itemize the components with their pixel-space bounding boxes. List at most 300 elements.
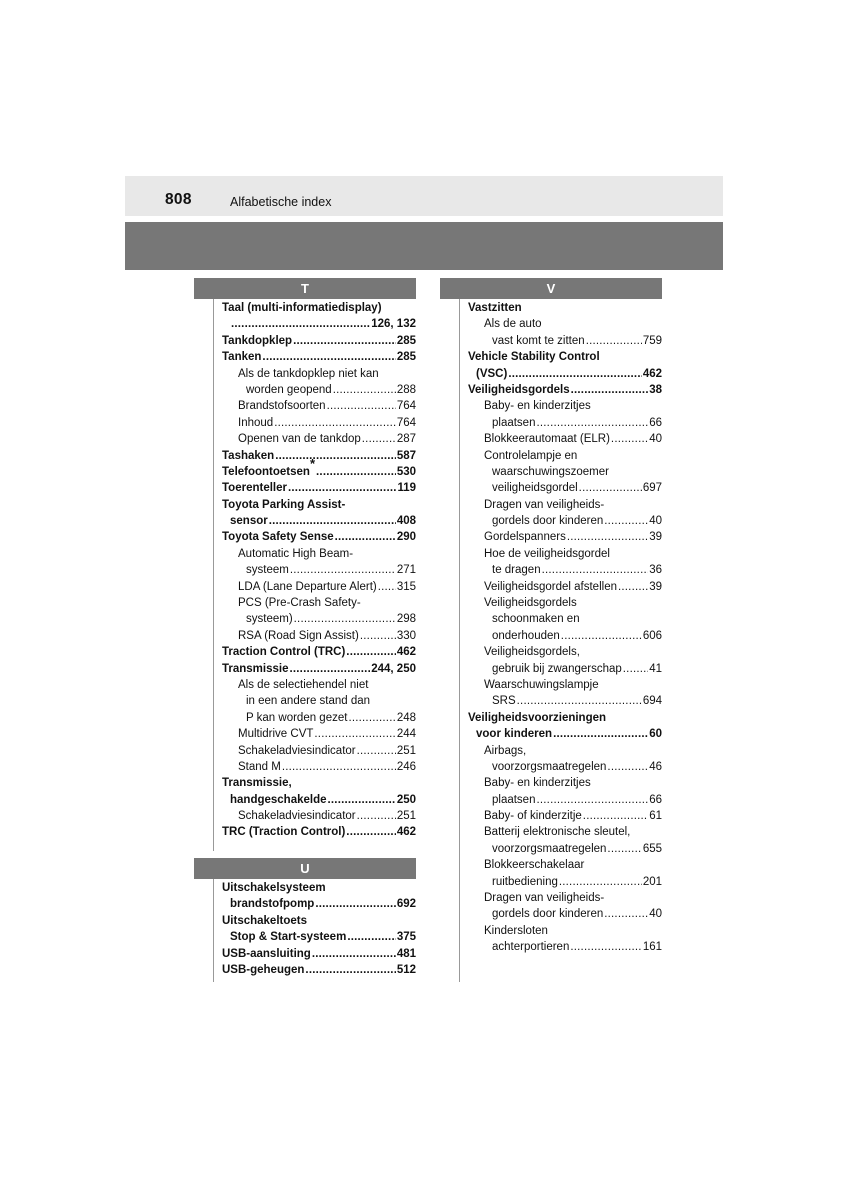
index-entry: [222, 366, 416, 382]
index-entry: [468, 890, 662, 906]
index-entry-text: [484, 677, 599, 693]
index-entry-text: [492, 628, 560, 644]
column-rule-u: [213, 879, 214, 982]
index-entry: [222, 661, 416, 677]
index-entry-text: [484, 890, 604, 906]
index-entry: [468, 300, 662, 316]
index-list-u: [222, 880, 416, 978]
index-term: Taal (multi-informatiedisplay): [222, 301, 382, 314]
index-entry: [468, 743, 662, 759]
page-reference: 285: [396, 334, 416, 347]
index-term: Vastzitten: [468, 301, 522, 314]
index-entry-text: [492, 874, 558, 890]
column-rule-t: [213, 299, 214, 851]
index-term: Toyota Safety Sense: [222, 531, 334, 544]
index-entry: [222, 497, 416, 513]
page-reference: 655: [642, 842, 662, 855]
index-entry: [468, 677, 662, 693]
page-reference: 694: [642, 695, 662, 708]
index-entry-text: [222, 824, 345, 840]
page-reference: 161: [642, 941, 662, 954]
leader-dots: [570, 939, 641, 955]
index-entry: [222, 677, 416, 693]
index-entry-text: [238, 743, 356, 759]
leader-dots: [508, 366, 642, 382]
index-entry: [468, 792, 662, 808]
index-entry-text: [222, 333, 292, 349]
page-reference: 251: [396, 810, 416, 823]
index-term: plaatsen: [492, 416, 536, 429]
footnote-marker: *: [309, 456, 316, 472]
index-entry-text: [468, 300, 522, 316]
leader-dots: [262, 349, 395, 365]
index-term: Veiligheidsvoorzieningen: [468, 711, 607, 724]
index-entry: [468, 529, 662, 545]
index-term: onderhouden: [492, 629, 560, 642]
page-reference: 692: [396, 898, 416, 911]
leader-dots: [333, 382, 396, 398]
index-term: Toyota Parking Assist-: [222, 498, 346, 511]
index-entry: [468, 431, 662, 447]
leader-dots: [561, 628, 642, 644]
page-reference: 271: [396, 564, 416, 577]
index-term: Vehicle Stability Control: [468, 351, 600, 364]
page-reference: 39: [649, 580, 662, 593]
index-list-v: [468, 300, 662, 956]
leader-dots: [623, 661, 648, 677]
index-term: gebruik bij zwangerschap: [492, 662, 622, 675]
index-entry-text: [230, 929, 346, 945]
index-term: LDA (Lane Departure Alert): [238, 580, 377, 593]
column-rule-v: [459, 299, 460, 982]
index-entry-text: [484, 579, 617, 595]
page-number: 808: [165, 191, 192, 208]
index-list-t: [222, 300, 416, 841]
index-entry-text: [222, 775, 292, 791]
index-entry: [222, 398, 416, 414]
index-entry: [222, 775, 416, 791]
index-entry-text: [222, 448, 274, 464]
index-entry: [468, 693, 662, 709]
index-term: Baby- en kinderzitjes: [484, 777, 591, 790]
index-term: brandstofpomp: [230, 898, 315, 911]
index-entry: [222, 333, 416, 349]
index-entry-text: [492, 939, 569, 955]
index-term: Uitschakeltoets: [222, 914, 308, 927]
page-reference: 201: [642, 875, 662, 888]
leader-dots: [607, 759, 648, 775]
index-entry-text: [238, 677, 368, 693]
page-reference: 330: [396, 629, 416, 642]
index-term: worden geopend: [246, 383, 332, 396]
index-term: Veiligheidsgordels: [468, 383, 570, 396]
index-term: schoonmaken en: [492, 613, 580, 626]
leader-dots: [571, 382, 649, 398]
index-entry-text: [492, 480, 578, 496]
index-entry-text: [484, 644, 580, 660]
index-entry-text: [238, 398, 326, 414]
index-entry-text: [484, 857, 584, 873]
index-entry-text: [238, 595, 361, 611]
page-reference: 315: [396, 580, 416, 593]
leader-dots: [604, 513, 648, 529]
index-entry-text: [222, 913, 307, 929]
index-entry-text: [246, 562, 289, 578]
leader-dots: [346, 824, 396, 840]
index-term: waarschuwingszoemer: [492, 465, 609, 478]
index-entry: [468, 644, 662, 660]
leader-dots: [346, 644, 396, 660]
index-entry: [222, 456, 416, 480]
page-reference: 126, 132: [371, 318, 416, 331]
page-reference: 288: [396, 383, 416, 396]
leader-dots: [607, 841, 641, 857]
page-reference: 66: [649, 416, 662, 429]
header-band: [125, 176, 723, 216]
page-reference: 764: [396, 416, 416, 429]
page-reference: 287: [396, 433, 416, 446]
index-entry: [468, 480, 662, 496]
page-reference: 119: [397, 482, 416, 495]
index-entry-text: [492, 611, 580, 627]
index-entry-text: [246, 693, 370, 709]
index-entry-text: [246, 382, 332, 398]
index-term: Waarschuwingslampje: [484, 678, 599, 691]
index-entry-text: [484, 497, 604, 513]
index-term: PCS (Pre-Crash Safety-: [238, 597, 361, 610]
index-entry: [468, 808, 662, 824]
index-entry-text: [468, 382, 570, 398]
leader-dots: [289, 661, 370, 677]
index-term: achterportieren: [492, 941, 570, 954]
page-reference: 587: [396, 449, 416, 462]
index-entry-text: [222, 300, 382, 316]
index-entry: [468, 710, 662, 726]
index-entry-text: [230, 792, 327, 808]
index-entry: [222, 611, 416, 627]
index-entry: [468, 611, 662, 627]
index-entry-text: [492, 415, 535, 431]
index-entry-text: [492, 906, 603, 922]
index-entry: [468, 366, 662, 382]
leader-dots: [293, 333, 396, 349]
index-entry: [468, 874, 662, 890]
index-term: Telefoontoetsen: [222, 465, 310, 478]
index-term: gordels door kinderen: [492, 515, 604, 528]
page-reference: 408: [396, 515, 416, 528]
index-term: voorzorgsmaatregelen: [492, 842, 607, 855]
page-reference: 66: [649, 793, 662, 806]
leader-dots: [314, 726, 395, 742]
index-entry-text: [222, 661, 288, 677]
index-term: Automatic High Beam-: [238, 547, 354, 560]
index-entry-text: [492, 693, 516, 709]
index-term: TRC (Traction Control): [222, 826, 346, 839]
index-entry-text: [238, 546, 353, 562]
index-entry: [222, 929, 416, 945]
index-term: vast komt te zitten: [492, 334, 585, 347]
leader-dots: [335, 529, 396, 545]
index-entry-text: [222, 962, 304, 978]
index-entry-text: [484, 398, 591, 414]
index-entry-text: [222, 880, 326, 896]
leader-dots: [357, 808, 396, 824]
page-reference: 697: [642, 482, 662, 495]
leader-dots: [312, 946, 396, 962]
index-entry-text: [238, 726, 313, 742]
index-entry: [222, 896, 416, 912]
index-entry: [222, 579, 416, 595]
index-entry: [468, 628, 662, 644]
index-entry: [222, 316, 416, 332]
index-entry: [222, 726, 416, 742]
index-term: Blokkeerautomaat (ELR): [484, 433, 610, 446]
leader-dots: [357, 743, 396, 759]
index-term: Traction Control (TRC): [222, 646, 346, 659]
index-term: SRS: [492, 695, 516, 708]
index-entry: [222, 349, 416, 365]
page-reference: 41: [649, 662, 662, 675]
index-term: USB-aansluiting: [222, 947, 311, 960]
leader-dots: [274, 415, 396, 431]
leader-dots: [269, 513, 396, 529]
index-entry: [222, 710, 416, 726]
index-term: Veiligheidsgordels: [484, 597, 577, 610]
leader-dots: [583, 808, 648, 824]
index-entry-text: [238, 808, 356, 824]
index-term: Blokkeerschakelaar: [484, 859, 585, 872]
index-entry: [468, 595, 662, 611]
index-entry: [468, 906, 662, 922]
index-entry-text: [222, 946, 311, 962]
index-entry-text: [222, 480, 287, 496]
leader-dots: [611, 431, 648, 447]
index-entry: [468, 825, 662, 841]
index-entry: [468, 333, 662, 349]
index-term: Airbags,: [484, 744, 527, 757]
page-reference: 244, 250: [371, 662, 416, 675]
index-entry-text: [492, 333, 585, 349]
index-term: Toerenteller: [222, 482, 287, 495]
index-entry: [222, 595, 416, 611]
index-entry: [222, 562, 416, 578]
page-reference: 759: [642, 334, 662, 347]
index-entry-text: [484, 808, 582, 824]
index-term: RSA (Road Sign Assist): [238, 629, 359, 642]
page-reference: 38: [649, 383, 662, 396]
leader-dots: [604, 906, 648, 922]
leader-dots: [282, 759, 396, 775]
index-term: Transmissie,: [222, 777, 292, 790]
index-term: Brandstofsoorten: [238, 400, 326, 413]
index-entry-text: [238, 366, 379, 382]
index-entry: [468, 415, 662, 431]
index-entry: [222, 448, 416, 464]
index-term: Transmissie: [222, 662, 289, 675]
page-reference: 248: [396, 711, 416, 724]
index-term: gordels door kinderen: [492, 908, 604, 921]
index-term: systeem): [246, 613, 293, 626]
index-term: USB-geheugen: [222, 963, 305, 976]
index-entry: [222, 529, 416, 545]
index-term: Tashaken: [222, 449, 275, 462]
index-entry: [222, 546, 416, 562]
index-entry: [222, 382, 416, 398]
leader-dots: [328, 792, 396, 808]
index-term: sensor: [230, 515, 268, 528]
index-term: Tanken: [222, 351, 262, 364]
index-term: Stand M: [238, 760, 281, 773]
index-entry-text: [222, 497, 345, 513]
index-entry: [468, 726, 662, 742]
index-term: Baby- en kinderzitjes: [484, 400, 591, 413]
index-entry-text: [246, 611, 293, 627]
leader-dots: [618, 579, 648, 595]
index-term: ruitbediening: [492, 875, 558, 888]
leader-dots: [567, 529, 648, 545]
index-entry-text: [484, 743, 526, 759]
index-term: Veiligheidsgordels,: [484, 646, 580, 659]
index-term: Baby- of kinderzitje: [484, 810, 582, 823]
index-entry-text: [484, 923, 548, 939]
index-entry-text: [492, 661, 622, 677]
index-term: Controlelampje en: [484, 449, 578, 462]
index-entry: [468, 464, 662, 480]
index-entry-text: [222, 529, 334, 545]
index-term: Schakeladviesindicator: [238, 810, 356, 823]
index-entry-text: [476, 366, 507, 382]
page-reference: 375: [396, 931, 416, 944]
page-reference: 36: [649, 564, 662, 577]
page-reference: 39: [649, 531, 662, 544]
index-entry: [222, 628, 416, 644]
page-reference: 606: [642, 629, 662, 642]
index-entry: [468, 382, 662, 398]
leader-dots: [586, 333, 642, 349]
index-entry: [468, 349, 662, 365]
header-dark-band: [125, 222, 723, 270]
index-entry: [222, 946, 416, 962]
index-term: (VSC): [476, 367, 508, 380]
index-entry-text: [492, 562, 541, 578]
index-entry: [222, 415, 416, 431]
index-entry: [222, 962, 416, 978]
page-reference: 481: [396, 947, 416, 960]
leader-dots: [536, 792, 648, 808]
leader-dots: [294, 611, 396, 627]
index-entry: [468, 316, 662, 332]
index-entry-text: [468, 349, 600, 365]
index-term: Uitschakelsysteem: [222, 881, 326, 894]
index-entry-text: [230, 513, 268, 529]
index-term: veiligheidsgordel: [492, 482, 578, 495]
index-term: Dragen van veiligheids-: [484, 498, 605, 511]
leader-dots: [536, 415, 648, 431]
index-entry: [468, 841, 662, 857]
index-entry-text: [222, 644, 345, 660]
leader-dots: [542, 562, 649, 578]
leader-dots: [559, 874, 642, 890]
index-entry: [222, 792, 416, 808]
index-entry-text: [246, 710, 347, 726]
page-reference: 60: [649, 728, 662, 741]
page-reference: 764: [396, 400, 416, 413]
index-entry-text: [484, 546, 610, 562]
index-entry: [468, 546, 662, 562]
index-entry: [222, 644, 416, 660]
index-entry-text: [484, 448, 577, 464]
index-entry-text: [238, 431, 361, 447]
page-reference: 285: [396, 351, 416, 364]
index-entry: [468, 562, 662, 578]
index-entry: [468, 857, 662, 873]
page-reference: 250: [396, 793, 416, 806]
index-entry-text: [492, 513, 603, 529]
index-entry: [468, 448, 662, 464]
index-term: in een andere stand dan: [246, 695, 371, 708]
index-entry-text: [492, 759, 606, 775]
page-reference: 46: [649, 760, 662, 773]
index-entry-text: [222, 456, 316, 480]
leader-dots: [231, 316, 370, 332]
section-title: Alfabetische index: [230, 195, 332, 209]
index-entry: [468, 939, 662, 955]
index-term: Hoe de veiligheidsgordel: [484, 547, 610, 560]
leader-dots: [378, 579, 396, 595]
leader-dots: [348, 710, 395, 726]
index-entry: [468, 759, 662, 775]
page-reference: 61: [649, 810, 662, 823]
index-entry: [468, 513, 662, 529]
index-entry-text: [484, 775, 591, 791]
index-term: Inhoud: [238, 416, 274, 429]
page-reference: 244: [396, 728, 416, 741]
index-entry-text: [238, 579, 377, 595]
index-entry-text: [476, 726, 552, 742]
index-entry: [222, 431, 416, 447]
index-entry: [222, 480, 416, 496]
page-reference: 512: [396, 963, 416, 976]
index-entry-text: [468, 710, 606, 726]
index-entry: [468, 923, 662, 939]
page-reference: 40: [649, 515, 662, 528]
index-entry: [222, 880, 416, 896]
index-term: voorzorgsmaatregelen: [492, 760, 607, 773]
index-entry-text: [222, 349, 261, 365]
page-reference: 246: [396, 760, 416, 773]
index-term: Veiligheidsgordel afstellen: [484, 580, 617, 593]
index-term: Stop & Start-systeem: [230, 931, 347, 944]
leader-dots: [290, 562, 396, 578]
index-entry-text: [238, 759, 281, 775]
section-header-v: V: [440, 278, 662, 299]
index-term: Gordelspanners: [484, 531, 566, 544]
index-entry-text: [484, 431, 610, 447]
page-reference: 462: [642, 367, 662, 380]
page-reference: 40: [649, 433, 662, 446]
index-entry: [468, 398, 662, 414]
index-term: plaatsen: [492, 793, 536, 806]
page-reference: 40: [649, 908, 662, 921]
index-term: voor kinderen: [476, 728, 553, 741]
index-term: Als de tankdopklep niet kan: [238, 367, 379, 380]
index-entry: [222, 759, 416, 775]
index-term: P kan worden gezet: [246, 711, 348, 724]
leader-dots: [517, 693, 642, 709]
leader-dots: [579, 480, 642, 496]
index-entry-text: [230, 896, 314, 912]
leader-dots: [347, 929, 396, 945]
